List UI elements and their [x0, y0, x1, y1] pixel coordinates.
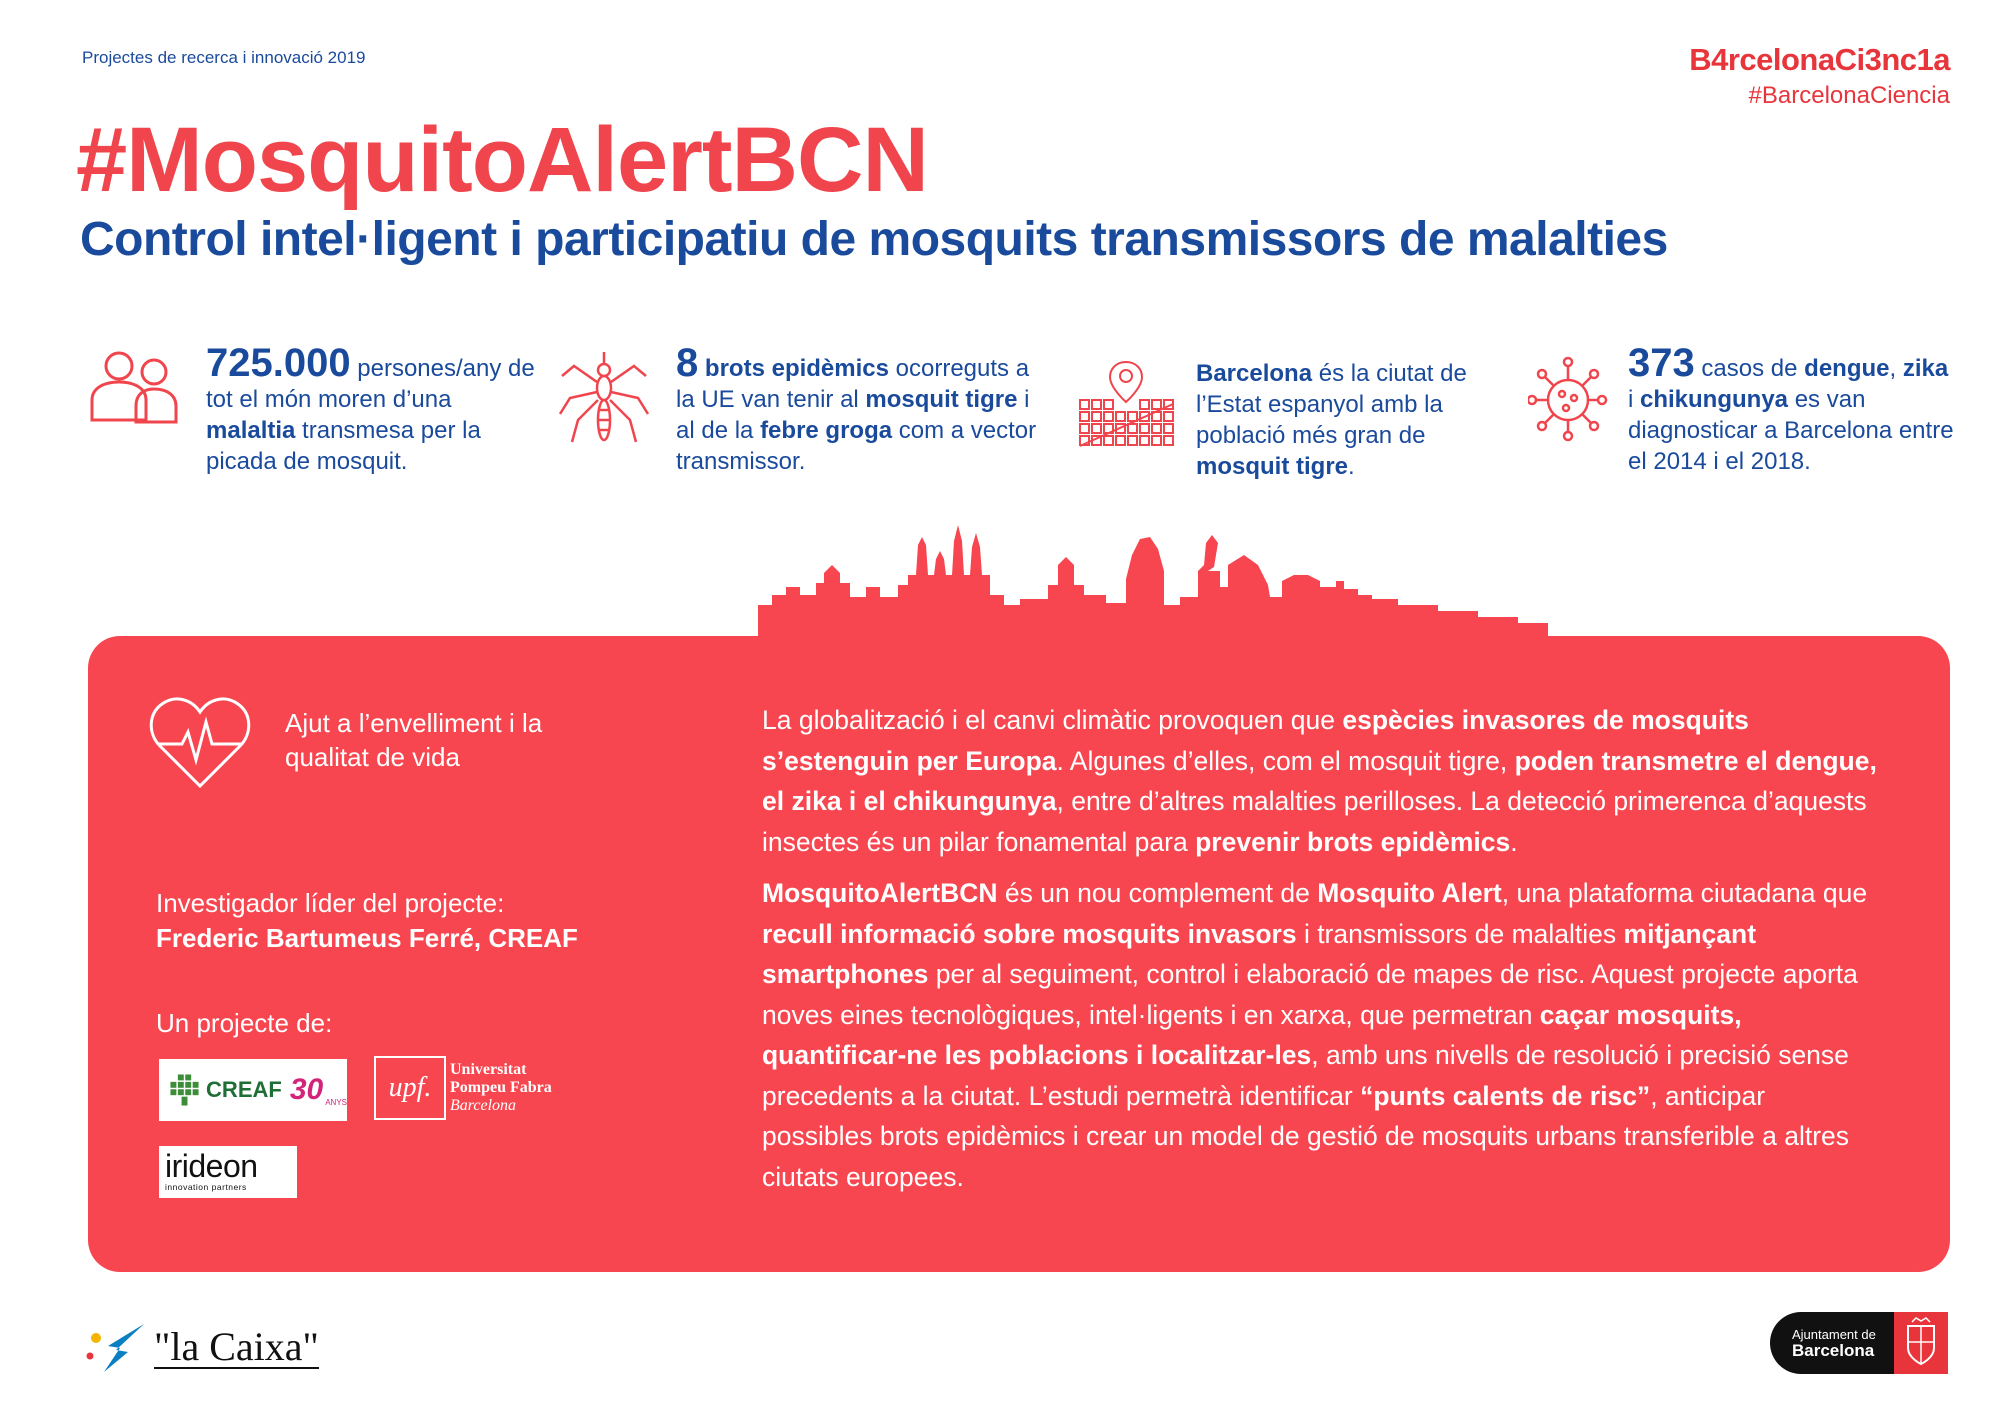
upf-logo — [374, 1056, 446, 1120]
upf-name — [450, 1061, 552, 1115]
creaf-tree-icon — [169, 1067, 200, 1113]
text-run: , amb uns nivells de resolució i precisió sense precedents a la ciutat. L’estudi permetrà identificar — [762, 1040, 1849, 1111]
paragraph — [762, 700, 1882, 862]
text-run: és un nou complement de — [997, 878, 1318, 908]
top-label: Projectes de recerca i innovació 2019 — [82, 48, 366, 67]
mosquito-icon — [556, 348, 676, 477]
stat-text-bold: chikungunya — [1640, 386, 1789, 413]
stat-text-part: és la ciutat de l’Estat espanyol amb la població més gran de — [1196, 360, 1467, 449]
text-run-bold: poden transmetre el dengue, el zika i el chikungunya — [762, 745, 1877, 816]
text-run-bold: caçar mosquits, quantificar-ne les poblacions i localitzar-les — [762, 999, 1742, 1070]
creaf-logo — [159, 1059, 347, 1121]
body-text — [762, 700, 1882, 1208]
stat-text-bold: brots epidèmics — [704, 355, 889, 382]
upf-line: Universitat — [450, 1061, 527, 1078]
brand-hashtag: #BarcelonaCiencia — [1748, 82, 1950, 109]
text-run: , anticipar possibles brots epidèmics i crear un model de gestió de mosquits urbans transferible a altres ciutats europees. — [762, 1080, 1850, 1192]
stat-text-bold: mosquit tigre — [1196, 453, 1349, 480]
text-run-bold: “punts calents de risc” — [1360, 1080, 1651, 1111]
stat-text-bold: febre groga — [760, 417, 893, 444]
text-run: . Algunes d’elles, com el mosquit tigre, — [1056, 745, 1515, 776]
virus-icon — [1528, 348, 1628, 477]
text-run: i transmissors de malalties — [1296, 918, 1624, 949]
text-run: La globalització i el canvi climàtic provoquen que — [762, 705, 1343, 735]
text-run-bold: recull informació sobre mosquits invasors — [762, 918, 1297, 949]
irideon-subtext: innovation partners — [165, 1182, 247, 1192]
stat-number: 8 — [676, 341, 699, 385]
stat-deaths — [86, 341, 546, 477]
stat-text-part: ocorreguts a la UE van tenir al — [676, 355, 1030, 413]
stat-number: 725.000 — [206, 341, 351, 385]
stat-number: 373 — [1628, 341, 1695, 385]
stat-text-part: casos de — [1701, 355, 1805, 382]
stat-text-part: . — [1348, 453, 1355, 480]
creaf-text: CREAF — [206, 1077, 282, 1102]
stat-cases — [1528, 341, 1958, 477]
text-run: . — [1510, 826, 1518, 857]
creaf-anniversary: 30 — [289, 1073, 324, 1106]
stat-text-part: transmesa per la picada de mosquit. — [206, 417, 481, 475]
stat-text-bold: zika — [1902, 355, 1949, 382]
stat-barcelona — [1076, 358, 1516, 482]
stat-text-bold: mosquit tigre — [865, 386, 1018, 413]
irideon-text: irideon — [165, 1148, 258, 1184]
ajuntament-barcelona-logo — [1770, 1312, 1948, 1374]
stat-text-bold: dengue — [1804, 355, 1890, 382]
theme-label: Ajut a l’envelliment i la qualitat de vida — [285, 708, 543, 772]
text-run-bold: Mosquito Alert — [1317, 878, 1502, 908]
text-run-bold: MosquitoAlertBCN — [762, 878, 998, 908]
paragraph — [762, 873, 1882, 1197]
people-icon — [86, 348, 206, 477]
text-run: , entre d’altres malalties perilloses. La detecció primerenca d’aquests insectes és un pilar fonamental para — [762, 786, 1867, 857]
text-run: , una plataforma ciutadana que — [1501, 878, 1868, 908]
stat-text-part: , — [1889, 355, 1903, 382]
heart-pulse-icon — [148, 690, 252, 799]
text-run-bold: prevenir brots epidèmics — [1195, 826, 1511, 857]
stat-text-part: es van diagnosticar a Barcelona entre el 2014 i el 2018. — [1628, 386, 1954, 475]
la-caixa-text: "la Caixa" — [154, 1324, 319, 1369]
upf-line: Pompeu Fabra — [450, 1079, 552, 1096]
page-subtitle: Control intel·ligent i participatiu de mosquits transmissors de malalties — [80, 213, 1668, 266]
stat-text — [1196, 358, 1516, 482]
barcelona-ciencia-logo — [1689, 42, 1950, 110]
stat-text — [206, 341, 546, 477]
page-title: #MosquitoAlertBCN — [76, 109, 928, 211]
stat-text-part: i al de la — [676, 386, 1030, 444]
stat-text — [676, 341, 1046, 477]
la-caixa-logo — [86, 1322, 319, 1374]
upf-line: Barcelona — [450, 1097, 517, 1114]
text-run: per al seguiment, control i elaboració de mapes de risc. Aquest projecte aporta noves eines tecnològiques, intel·ligents i en xarxa, que permetran — [762, 959, 1858, 1030]
coat-of-arms-icon — [1894, 1312, 1948, 1374]
project-by-label: Un projecte de: — [156, 1008, 333, 1038]
la-caixa-star-icon — [86, 1322, 146, 1374]
leader-title: Investigador líder del projecte: — [156, 888, 505, 918]
leader-name: Frederic Bartumeus Ferré, CREAF — [156, 923, 578, 953]
irideon-logo — [159, 1146, 297, 1198]
stat-outbreaks — [556, 341, 1046, 477]
stat-text-part: com a vector transmissor. — [676, 417, 1037, 475]
upf-mark: upf. — [388, 1072, 432, 1103]
theme-block — [148, 690, 252, 799]
stat-text-part: i — [1628, 386, 1640, 413]
ajuntament-text — [1770, 1327, 1876, 1359]
ajuntament-line2: Barcelona — [1792, 1341, 1875, 1360]
stat-text — [1628, 341, 1958, 477]
brand-name: B4rcelonaCi3nc1a — [1689, 42, 1950, 77]
ajuntament-line1: Ajuntament de — [1792, 1327, 1876, 1342]
text-run-bold: espècies invasores de mosquits s’estenguin per Europa — [762, 705, 1749, 776]
text-run-bold: mitjançant smartphones — [762, 918, 1757, 989]
barcelona-skyline-illustration — [758, 525, 1548, 640]
stat-text-bold: malaltia — [206, 417, 296, 444]
stat-text-part: persones/any de tot el món moren d’una — [206, 355, 535, 413]
creaf-anniversary-sub: ANYS — [325, 1098, 347, 1107]
stat-text-bold: Barcelona — [1196, 360, 1313, 387]
city-map-pin-icon — [1076, 358, 1196, 482]
